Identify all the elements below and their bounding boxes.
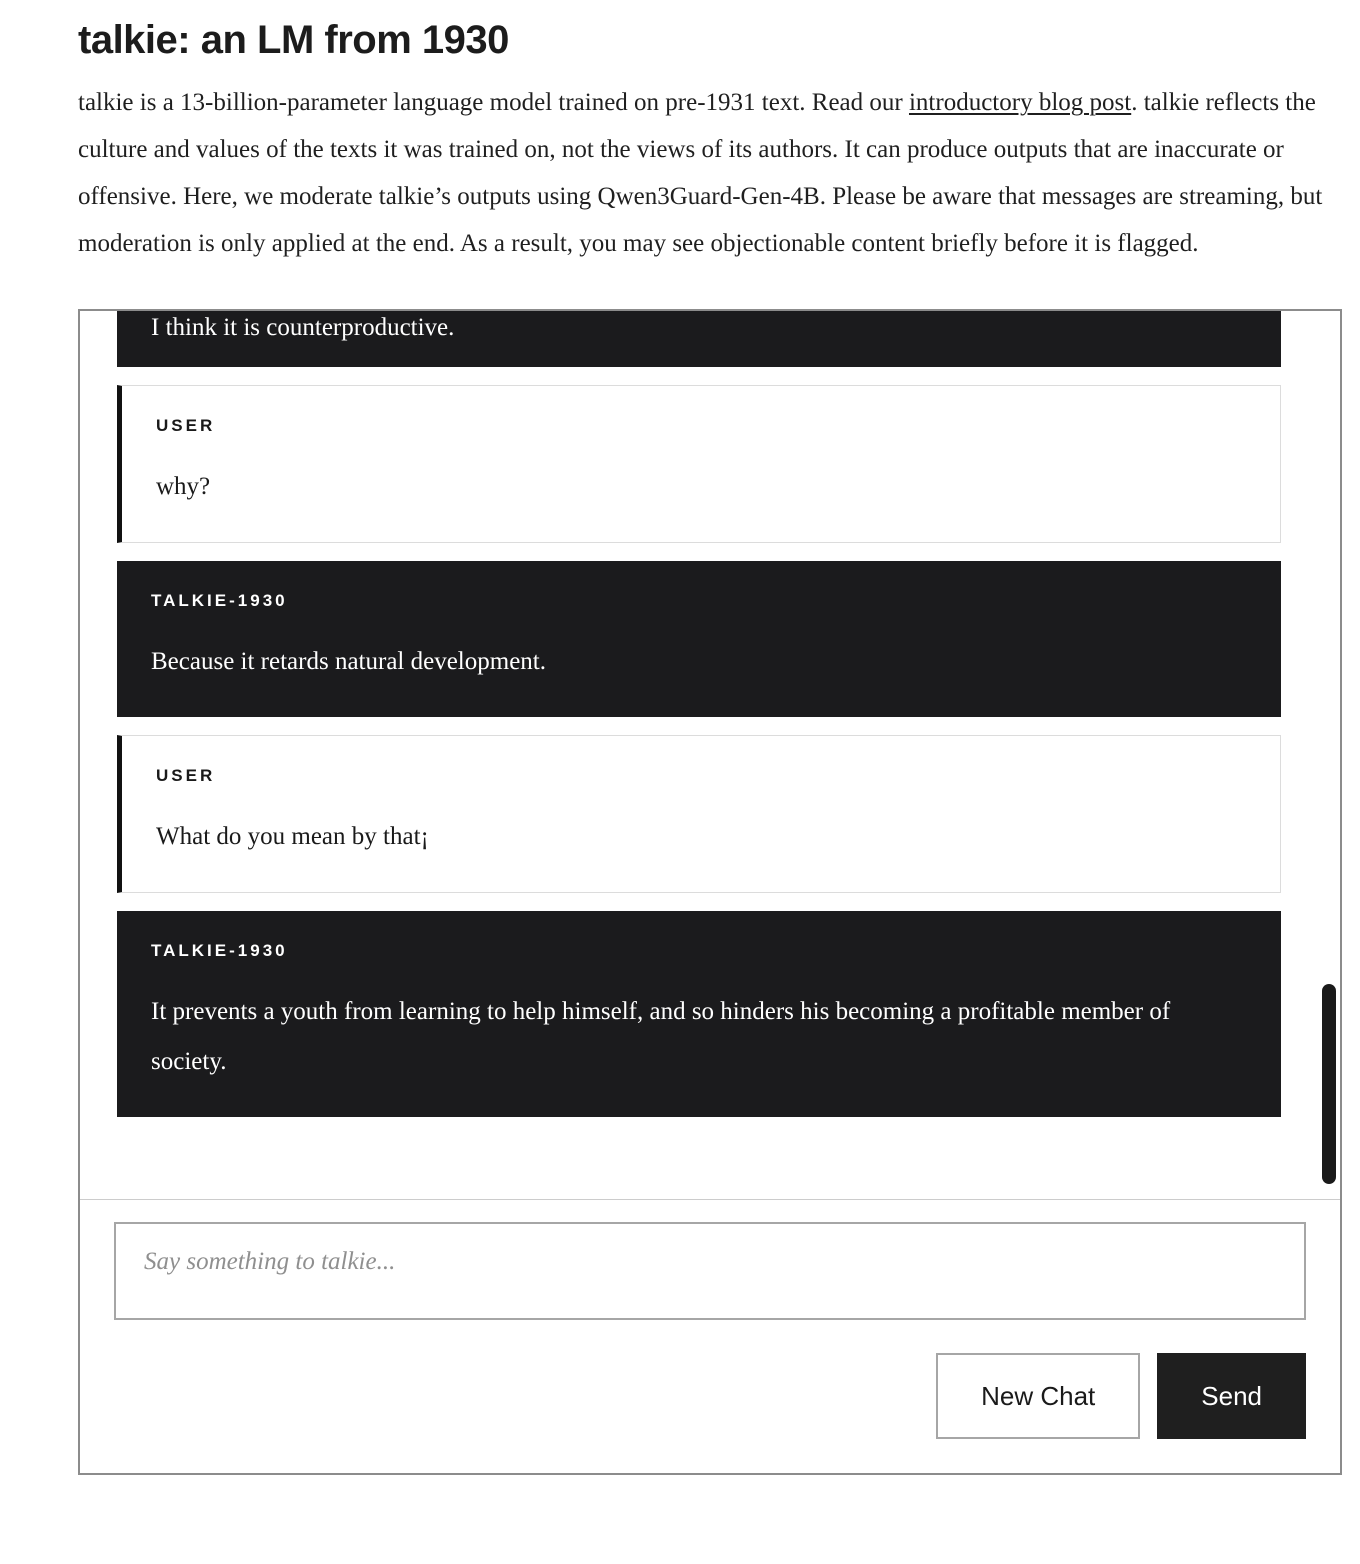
user-message	[117, 735, 1281, 893]
new-chat-button[interactable]: New Chat	[936, 1353, 1140, 1439]
message-role-label: USER	[156, 416, 216, 435]
message-text: What do you mean by that¡	[156, 823, 429, 850]
intro-text-before-link: talkie is a 13-billion-parameter language model trained on pre-1931 text. Read our	[78, 89, 909, 116]
message-text: I think it is counterproductive.	[151, 314, 455, 341]
send-button[interactable]: Send	[1157, 1353, 1306, 1439]
assistant-message	[117, 911, 1281, 1117]
page-title: talkie: an LM from 1930	[78, 18, 509, 62]
chat-input-area	[80, 1199, 1340, 1473]
chat-container	[78, 309, 1342, 1475]
message-role-label: USER	[156, 766, 216, 785]
assistant-message	[117, 311, 1281, 367]
user-message	[117, 385, 1281, 543]
intro-blog-link[interactable]: introductory blog post	[908, 89, 1132, 116]
button-row	[114, 1353, 1306, 1439]
chat-input[interactable]	[114, 1222, 1306, 1320]
assistant-message	[117, 561, 1281, 717]
chat-scrollbar-thumb[interactable]	[1322, 984, 1336, 1184]
message-role-label: TALKIE-1930	[151, 941, 288, 960]
message-text: It prevents a youth from learning to help himself, and so hinders his becoming a profitable member of society.	[151, 998, 1171, 1075]
intro-text-after-link: . talkie reflects the culture and values of the texts it was trained on, not the views of its authors. It can produce outputs that are inaccurate or offensive. Here, we moderate talkie’s outputs using Qwen3Guard-Gen-4B. Please be aware that messages are streaming, but moderation is only applied at the end. As a result, you may see objectionable content briefly before it is flagged.	[78, 89, 1323, 257]
message-text: why?	[156, 473, 211, 500]
intro-paragraph	[78, 79, 1340, 267]
message-text: Because it retards natural development.	[151, 648, 546, 675]
message-role-label: TALKIE-1930	[151, 591, 288, 610]
chat-log[interactable]	[80, 311, 1340, 1199]
